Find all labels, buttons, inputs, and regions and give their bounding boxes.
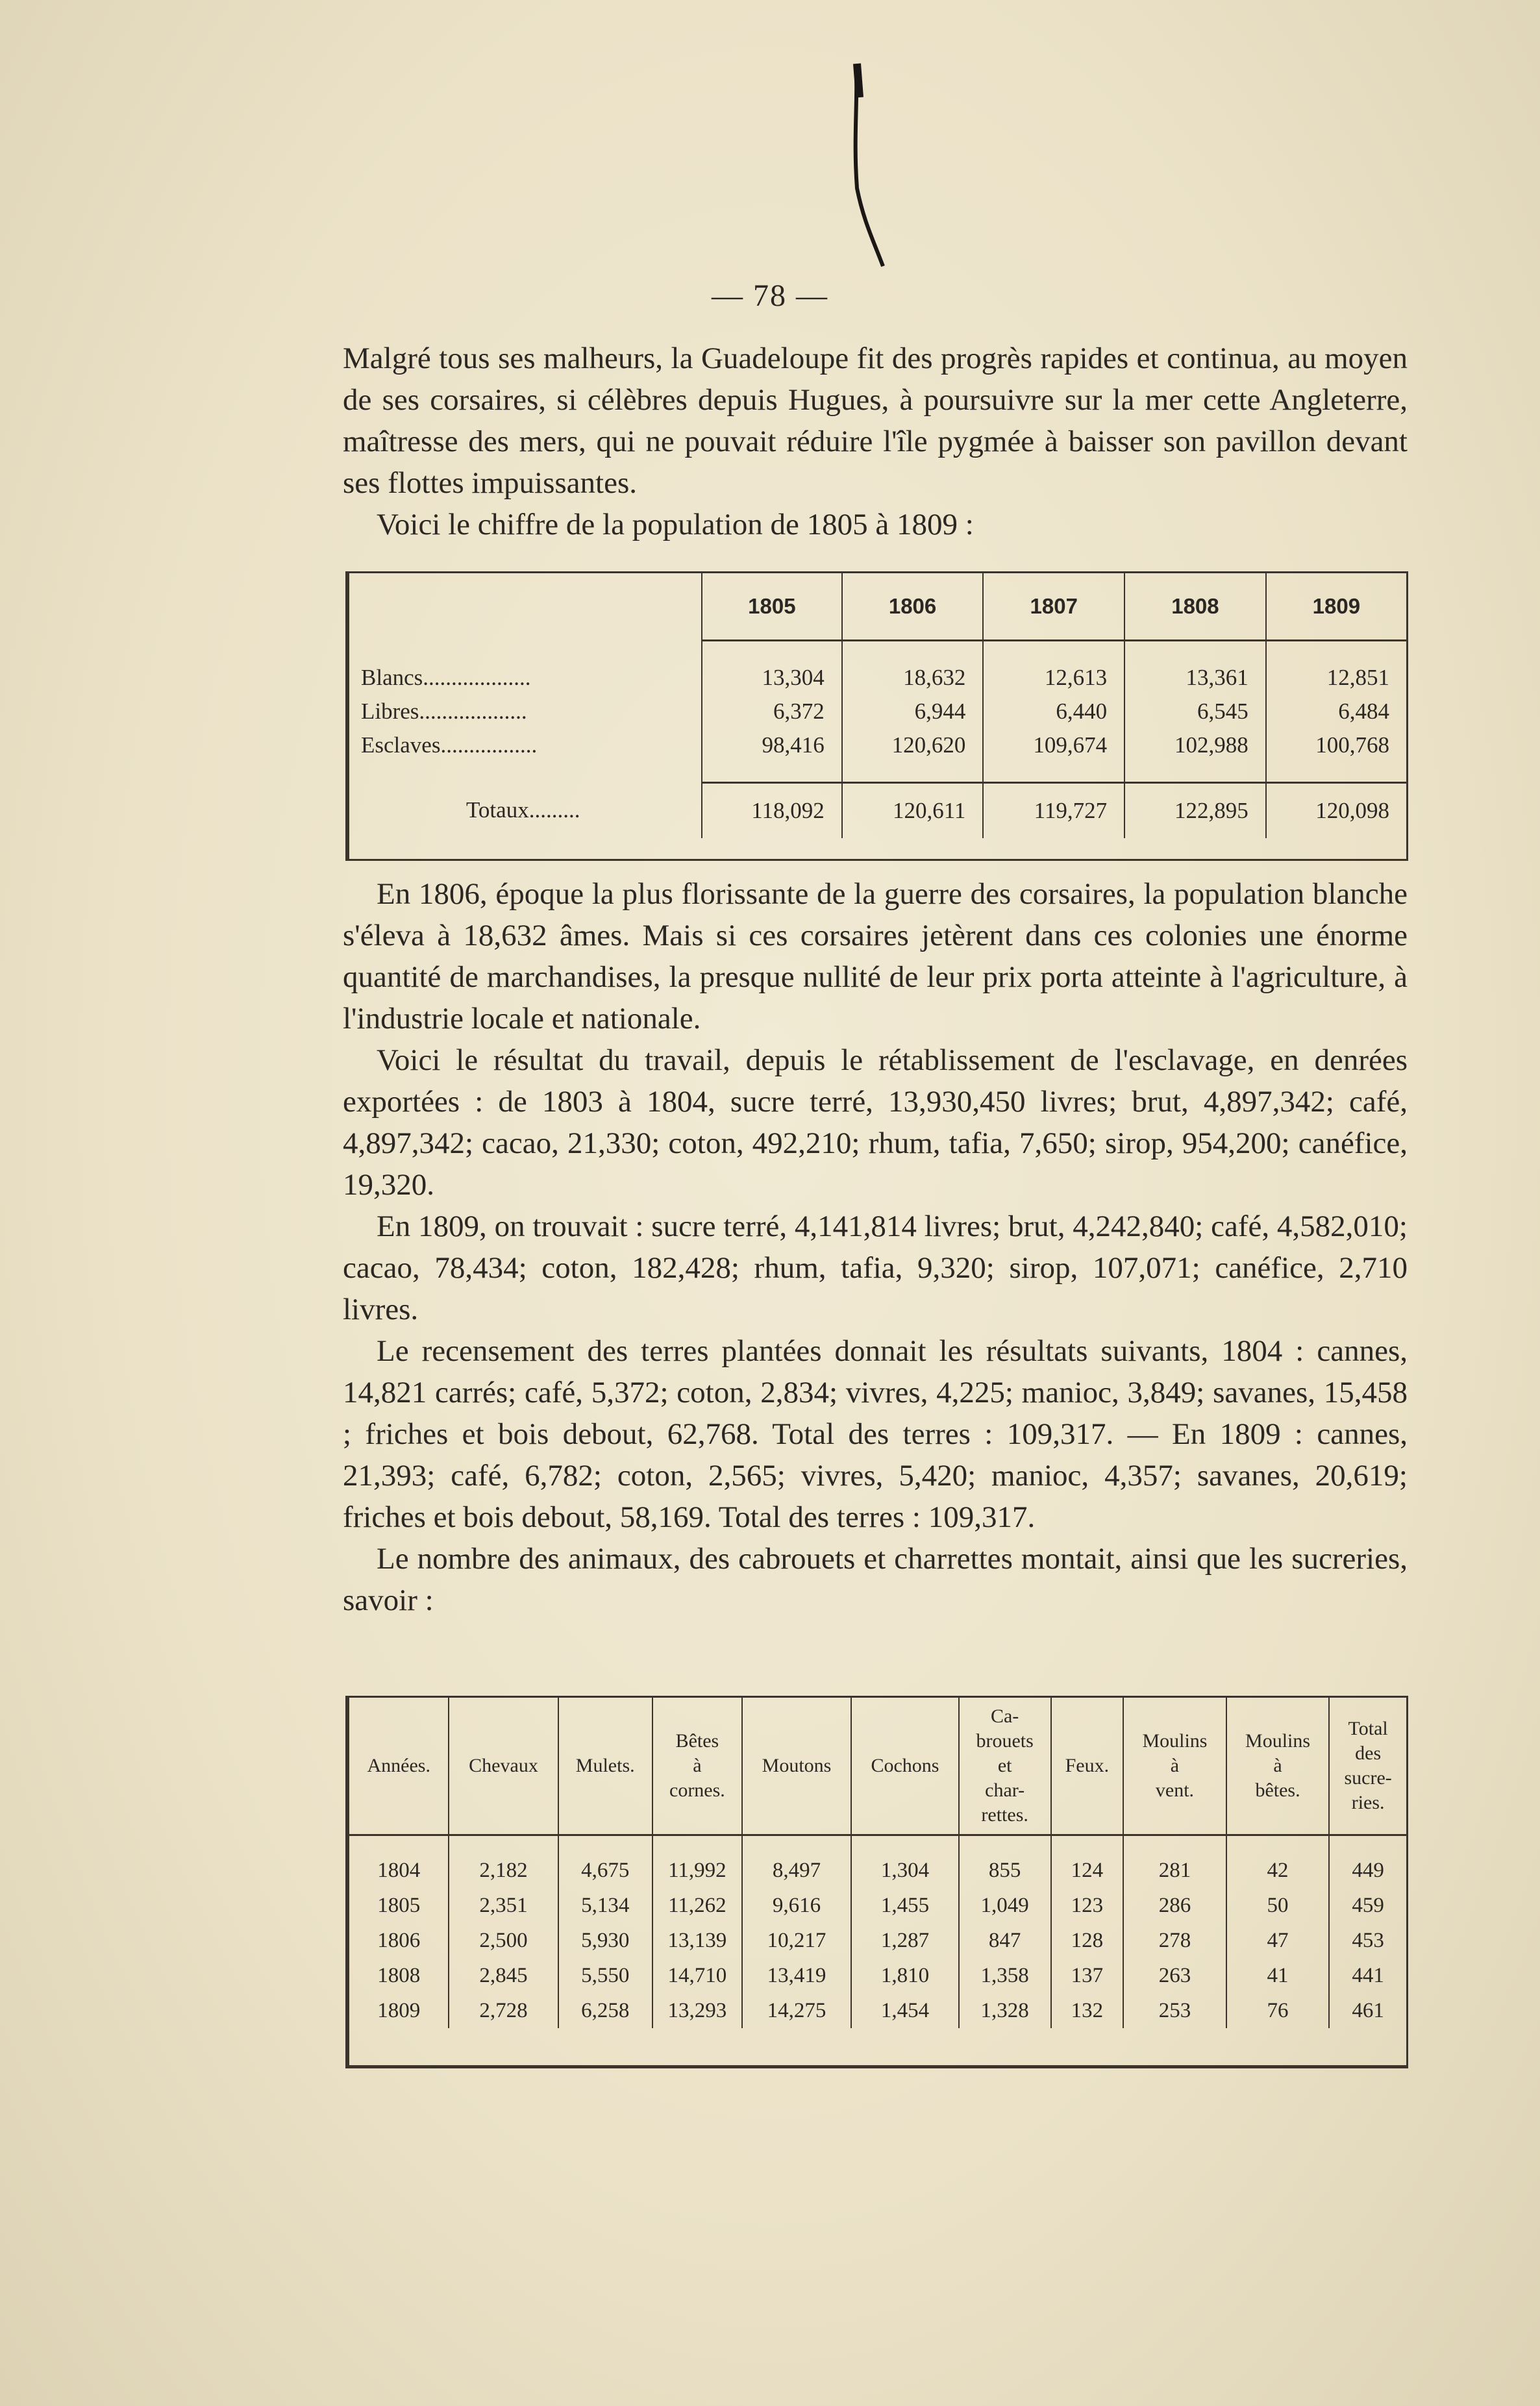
table-cell: 1,304 [851,1853,959,1888]
table-cell: 461 [1329,1993,1406,2028]
table-cell: 2,182 [449,1853,558,1888]
table-cell: 278 [1123,1923,1226,1958]
table-cell: 453 [1329,1923,1406,1958]
table-cell: 1,328 [959,1993,1051,2028]
table-row [349,1888,1406,1923]
table-row [349,728,1406,762]
table-cell: 2,500 [449,1923,558,1958]
table-cell: 13,139 [652,1923,742,1958]
year-cell: 1808 [377,1963,421,1987]
column-header: Bêtes à cornes. [652,1698,742,1835]
table-cell: 98,416 [702,728,842,762]
table-cell: 123 [1051,1888,1124,1923]
table-row [349,1993,1406,2028]
year-cell: 1804 [377,1858,421,1882]
table-cell: 5,930 [558,1923,652,1958]
table-header-row [349,1698,1406,1835]
table-cell: 128 [1051,1923,1124,1958]
column-header: Chevaux [449,1698,558,1835]
table-cell: 8,497 [742,1853,851,1888]
column-header: Feux. [1051,1698,1124,1835]
row-label: Esclaves................. [361,732,538,758]
row-label: Libres................... [361,699,527,724]
table-cell: 124 [1051,1853,1124,1888]
spacer-row [349,641,1406,662]
table-cell: 13,361 [1124,661,1266,695]
table-cell: 1,049 [959,1888,1051,1923]
table-cell: 5,550 [558,1958,652,1993]
table-cell: 14,710 [652,1958,742,1993]
column-header: Années. [349,1698,449,1835]
year-cell: 1806 [377,1928,421,1952]
page-number: — 78 — [712,279,828,313]
column-header: Cochons [851,1698,959,1835]
table-row [349,1923,1406,1958]
empty-header-cell [349,573,702,641]
animals-table [345,1696,1408,2068]
year-header: 1809 [1266,573,1406,641]
table-cell: 2,728 [449,1993,558,2028]
table-cell: 122,895 [1124,783,1266,839]
table-cell: 11,262 [652,1888,742,1923]
column-header: Total des sucre- ries. [1329,1698,1406,1835]
table-cell: 10,217 [742,1923,851,1958]
table-cell: 1,358 [959,1958,1051,1993]
total-row [349,783,1406,839]
table-cell: 6,545 [1124,695,1266,728]
table-cell: 120,098 [1266,783,1406,839]
table-cell: 132 [1051,1993,1124,2028]
column-header: Moulins à bêtes. [1226,1698,1330,1835]
table-cell: 1,454 [851,1993,959,2028]
table-cell: 441 [1329,1958,1406,1993]
table-cell: 281 [1123,1853,1226,1888]
table-cell: 253 [1123,1993,1226,2028]
year-header: 1806 [842,573,984,641]
table-cell: 100,768 [1266,728,1406,762]
table-cell: 13,419 [742,1958,851,1993]
table-row [349,1853,1406,1888]
table-cell: 263 [1123,1958,1226,1993]
paragraph: En 1809, on trouvait : sucre terré, 4,141,814 livres; brut, 4,242,840; café, 4,582,010; cacao, 78,434; coton, 182,428; rhum, tafia, 9,320; sirop, 107,071; canéfice, 2,710 livres. [343,1209,1408,1326]
table-cell: 109,674 [983,728,1124,762]
table-cell: 855 [959,1853,1051,1888]
paragraph: Le recensement des terres plantées donnait les résultats suivants, 1804 : cannes, 14,821 carrés; café, 5,372; coton, 2,834; vivres, 4,225; manioc, 3,849; savanes, 15,458 ; friches et bois debout, 62,768. Total des terres : 109,317. — En 1809 : cannes, 21,393; café, 6,782; coton, 2,565; vivres, 5,420; manioc, 4,357; savanes, 20,619; friches et bois debout, 58,169. Total des terres : 109,317. [343,1334,1408,1534]
column-header: Mulets. [558,1698,652,1835]
table-cell: 14,275 [742,1993,851,2028]
table-cell: 6,372 [702,695,842,728]
table-cell: 2,845 [449,1958,558,1993]
table-cell: 13,293 [652,1993,742,2028]
table-cell: 1,810 [851,1958,959,1993]
table-cell: 41 [1226,1958,1330,1993]
year-header: 1808 [1124,573,1266,641]
table-row [349,695,1406,728]
table-cell: 6,440 [983,695,1124,728]
table-cell: 1,287 [851,1923,959,1958]
table-cell: 6,484 [1266,695,1406,728]
table-cell: 6,944 [842,695,984,728]
table-row [349,661,1406,695]
table-cell: 847 [959,1923,1051,1958]
table-cell: 18,632 [842,661,984,695]
table-cell: 1,455 [851,1888,959,1923]
paragraph: Malgré tous ses malheurs, la Guadeloupe fit des progrès rapides et continua, au moyen de ses corsaires, si célèbres depuis Hugues, à poursuivre sur la mer cette Angleterre, maîtresse des mers, qui ne pouvait réduire l'île pygmée à baisser son pavillon devant ses flottes impuissantes. [343,341,1408,500]
paragraph: Voici le résultat du travail, depuis le rétablissement de l'esclavage, en denrées exportées : de 1803 à 1804, sucre terré, 13,930,450 livres; brut, 4,897,342; café, 4,897,342; cacao, 21,330; coton, 492,210; rhum, tafia, 7,650; sirop, 954,200; canéfice, 19,320. [343,1043,1408,1202]
table-cell: 459 [1329,1888,1406,1923]
column-header: Moulins à vent. [1123,1698,1226,1835]
paragraph: Le nombre des animaux, des cabrouets et charrettes montait, ainsi que les sucreries, savoir : [343,1542,1408,1617]
body-text [343,873,1408,1621]
table-cell: 6,258 [558,1993,652,2028]
year-cell: 1809 [377,1998,421,2022]
table-cell: 2,351 [449,1888,558,1923]
intro-text [343,338,1408,545]
table-cell: 13,304 [702,661,842,695]
table-cell: 50 [1226,1888,1330,1923]
table-cell: 118,092 [702,783,842,839]
table-cell: 137 [1051,1958,1124,1993]
table-cell: 47 [1226,1923,1330,1958]
table-cell: 119,727 [983,783,1124,839]
table-cell: 102,988 [1124,728,1266,762]
row-label: Blancs................... [361,665,531,690]
column-header: Moutons [742,1698,851,1835]
row-label: Totaux......... [466,797,580,823]
year-header: 1805 [702,573,842,641]
table-cell: 42 [1226,1853,1330,1888]
ink-scratch-mark [838,58,889,279]
paragraph: En 1806, époque la plus florissante de la guerre des corsaires, la population blanche s'éleva à 18,632 âmes. Mais si ces corsaires jetèrent dans ces colonies une énorme quantité de marchandises, la presque nullité de leur prix porta atteinte à l'agriculture, à l'industrie locale et nationale. [343,877,1408,1036]
spacer-row [349,1835,1406,1854]
table-cell: 449 [1329,1853,1406,1888]
table-cell: 4,675 [558,1853,652,1888]
table-cell: 120,611 [842,783,984,839]
table-cell: 11,992 [652,1853,742,1888]
table-row [349,1958,1406,1993]
table-cell: 286 [1123,1888,1226,1923]
table-cell: 12,851 [1266,661,1406,695]
population-table [345,571,1408,861]
paragraph: Voici le chiffre de la population de 1805 à 1809 : [377,508,974,541]
spacer-row [349,762,1406,783]
table-cell: 12,613 [983,661,1124,695]
table-cell: 120,620 [842,728,984,762]
column-header: Ca- brouets et char- rettes. [959,1698,1051,1835]
table-cell: 76 [1226,1993,1330,2028]
table-cell: 5,134 [558,1888,652,1923]
table-header-row [349,573,1406,641]
year-cell: 1805 [377,1893,421,1917]
year-header: 1807 [983,573,1124,641]
table-cell: 9,616 [742,1888,851,1923]
